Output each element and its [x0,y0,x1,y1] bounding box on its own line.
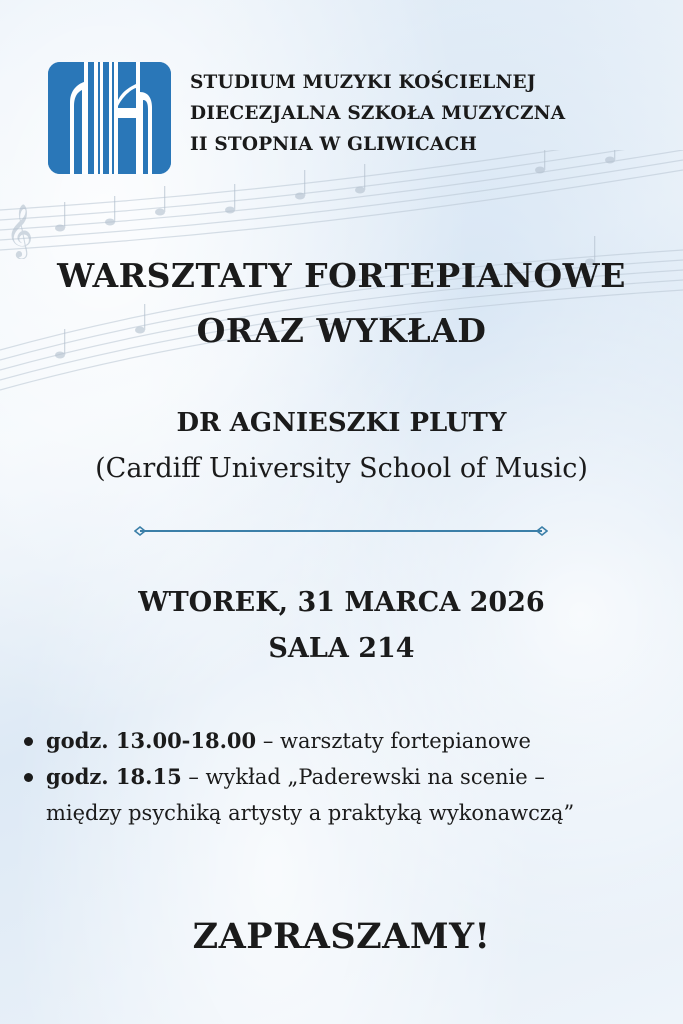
speaker-affiliation: (Cardiff University School of Music) [95,453,588,484]
divider-line [134,523,548,539]
bullet-icon [24,737,33,746]
schedule-description-continued: między psychiką artysty a praktyką wykonawczą” [46,801,575,825]
event-title [0,248,683,358]
organ-pipes-icon [48,62,171,174]
schedule-item [22,759,662,831]
invitation: ZAPRASZAMY! [192,916,491,957]
svg-text:𝄞: 𝄞 [6,203,34,257]
school-name-line-1: STUDIUM MUZYKI KOŚCIELNEJ [190,72,536,93]
schedule-description: – wykład „Paderewski na scenie – [181,765,545,789]
event-room: SALA 214 [268,633,415,664]
event-title-line-1: WARSZTATY FORTEPIANOWE [57,256,626,295]
school-name-line-3: II STOPNIA W GLIWICACH [190,134,478,155]
schedule-time: godz. 18.15 [46,764,182,789]
schedule-item [22,723,662,759]
school-name-line-2: DIECEZJALNA SZKOŁA MUZYCZNA [190,103,566,124]
school-name [190,67,650,160]
header [48,60,648,178]
event-date-block [0,580,683,672]
speaker-name: DR AGNIESZKI PLUTY [176,408,507,438]
schedule-time: godz. 13.00-18.00 [46,728,257,753]
school-logo [48,62,171,174]
event-date: WTOREK, 31 MARCA 2026 [138,587,545,618]
schedule-description: – warsztaty fortepianowe [256,729,531,753]
bullet-icon [24,773,33,782]
schedule-list [22,723,662,831]
event-title-line-2: ORAZ WYKŁAD [196,311,487,350]
